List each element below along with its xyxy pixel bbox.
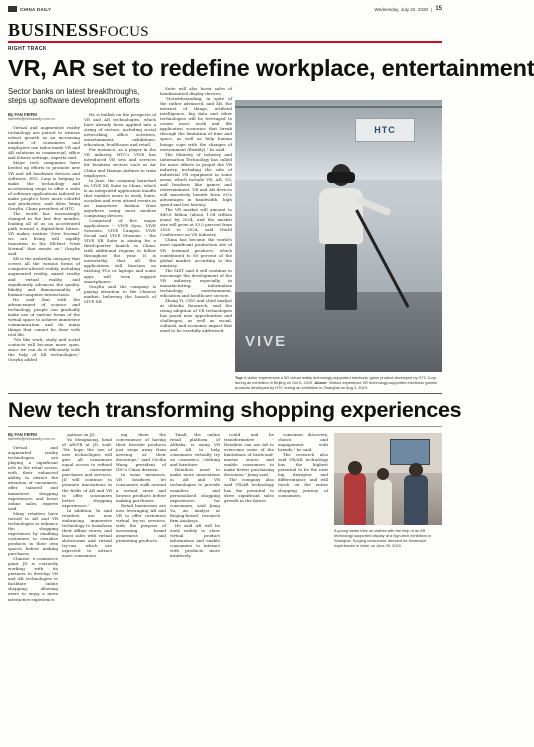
article2-column-3 bbox=[116, 432, 166, 742]
page-number: 15 bbox=[435, 6, 442, 12]
paragraph: Virtual and augmented reality technologies are playing a significant role in the retail sector, with their enhanced ability to attract the attention of consumers, offer tailored and immersive shopping experiences and boost online sales, experts said. bbox=[8, 445, 58, 511]
masthead-right: Wednesday, July 22, 2020 | 15 bbox=[374, 6, 442, 12]
article2-email: fanfeifei@chinadaily.com.cn bbox=[8, 437, 56, 442]
paragraph: Yu Mengxiong, head of AR/VR at JD, said: "We hope the use of new technologies will give all consumers equal access to refined and convenient purchases and services. JD will continue to promote innovations in the fields of AR and VR to offer consumers better shopping experiences." bbox=[62, 437, 112, 508]
paragraph: In addition, Yu said retailers are now embracing immersive technology to transform their offline stores, and boost sales with virtual showrooms and virtual try-ons, which are expected to attract more consumers. bbox=[62, 507, 112, 559]
date-line: Wednesday, July 22, 2020 bbox=[374, 6, 429, 12]
vr-hockey-photo bbox=[235, 100, 442, 372]
paragraph: Comprised of five major applications -- VIVE Sync, VIVE Sessions, VIVE Campus, VIVE Social and VIVE Museum -- the VIVE XR Suite is aiming for a third-quarter launch in China, with additional regions to follow throughout the year. It is noteworthy that all the applications will function on existing PCs or laptops and some apps will even support smartphones. bbox=[84, 217, 156, 284]
article2-column-2 bbox=[62, 432, 112, 742]
article2-column-5 bbox=[224, 432, 274, 742]
paper-name: CHINA DAILY bbox=[20, 6, 52, 12]
article-headline: VR, AR set to redefine workplace, entertainment bbox=[8, 55, 534, 81]
paragraph: Retail businesses are now leveraging AR and VR to offer customers virtual try-on services, with the purpose of increasing brand awareness and promoting products. bbox=[116, 502, 166, 543]
paragraph: Virtual and augmented reality technology are poised to witness robust growth as an increasing number of consumers and employees use tailor-made VR and AR solutions in commercial, office and leisure settings, experts said. bbox=[8, 125, 80, 161]
article1-column-3 bbox=[160, 86, 232, 390]
article2-photo-caption: A young visitor tries on clothes with the help of an AR technology-supported display at a high-tech exhibition in Shanghai. Surging consumers' demand for immersive experiences in retail, on June 20, 2019. bbox=[334, 528, 431, 548]
article1-column-2 bbox=[84, 112, 156, 390]
article2-byline: By FAN FEIFEI bbox=[8, 432, 38, 437]
paragraph: The MIIT said it will continue to encourage the development of the VR industry, especially in manufacturing, information technology, entertainment, education and healthcare sectors. bbox=[160, 267, 232, 298]
paragraph: XR is the umbrella category that covers all the various forms of computer-altered reality, including augmented reality, mixed reality and virtual reality, and significantly advances the quality, fidelity and dimensionality of human-computer interactions. bbox=[8, 256, 80, 297]
paper-logo bbox=[8, 6, 17, 12]
paragraph: Chinese e-commerce giant JD is currently working with its partners to develop VR and AR technologies to facilitate online shopping, allowing users to enjoy a more interactive experience. bbox=[8, 556, 58, 602]
vr-user-figure bbox=[313, 164, 369, 314]
paragraph: The company also said VR/AR technology has the potential to drive significant sales growth in the future. bbox=[224, 477, 274, 503]
article2-column-4 bbox=[170, 432, 220, 742]
byline: By FAN FEIFEI bbox=[8, 112, 38, 117]
paragraph: Retailers need to make more innovations in AR and VR technologies to provide seamless and personalized shopping experiences for consumers, said Jiang Yu, an analyst at Beijing-based research firm Analysys. bbox=[170, 467, 220, 523]
paragraph: Major tech companies have beefed up efforts to promote new VR and AR hardware devices and software. HTC Corp is helping to make the technology and accelerating steps to offer a suite of software applications tailored to make people's lives more colorful and productive, said Alvin Wang Graylin, China president of HTC. bbox=[8, 160, 80, 211]
paragraph: In some instances, VR headsets let consumers walk around a virtual store and browse products before making purchases. bbox=[116, 472, 166, 503]
ar-display-screen bbox=[390, 439, 430, 465]
paragraph: Graylin said the company is paying attention to the Chinese market, believing the launch of VIVE XR bbox=[84, 283, 156, 304]
article2-headline: New tech transforming shopping experiences bbox=[8, 398, 462, 422]
paragraph: Many retailers have turned to AR and VR technologies to enhance the shopping experience by enabling customers to visualize products in their own spaces before making purchases. bbox=[8, 510, 58, 557]
paragraph: Tmall, the online retail platform of Alibaba, is using VR and AR to help consumers virtually try on cosmetics, clothing and furniture. bbox=[170, 432, 220, 468]
paragraph: China has become the world's most significant production site of VR terminal products, which contributed to 80 percent of the global market, according to the ministry. bbox=[160, 237, 232, 268]
paragraph: ing them the convenience of having their favorite products just steps away from arriving at their doorsteps," said Cecilia Wang, president of IDC's China division. bbox=[116, 432, 166, 473]
paragraph: The world has increasingly changed in the last five months, leading all of us on accelerated path toward a digital-first future. VR makes routine 'New Normal' we are living will rapidly transition to the XR-first 'Next Normal' that awaits us," Graylin said. bbox=[8, 210, 80, 257]
paragraph: He said AR will be used widely to show virtual product information and enable consumers to interact with products more intuitively. bbox=[170, 522, 220, 559]
page-header bbox=[8, 4, 442, 14]
paragraph: consumer discovery, choice, and engagement with brands," he said. bbox=[278, 432, 328, 453]
article1-column-1 bbox=[8, 112, 80, 390]
section-title: BUSINESSFOCUS bbox=[8, 20, 149, 40]
photo-caption: Top: A visitor experiences a 5G virtual reality technology-supported electronic game product developed by HTC Corp during an exhibition in Beijing on Oct 5, 2019. Above: Visitors experience VR technology-supported electronic games products developed by HTC during an exhibition in Shanghai on Aug 2, 2019. bbox=[235, 375, 437, 390]
paragraph: "We like work, study and social contacts will become more open, since we can do it efficiently with the help of XR technologies," Graylin added. bbox=[8, 337, 80, 363]
paragraph: He is bullish on the prospects of VR and AR technologies, which have already been applied into a string of sectors, including social networking, office activities, entertainment, exhibitions, education, healthcare and retail. bbox=[84, 112, 156, 148]
paragraph: He said that with the advancement of science and technology, people can gradually make use of various forms of the virtual space to achieve immersive communication and do many things that cannot be done with real life. bbox=[8, 296, 80, 338]
article2-column-1 bbox=[8, 432, 58, 742]
paragraph: The VR market will amount to $49.6 billion (about 1.04 trillion yuan) by 2024, and the market size will grow at 53.5 percent from 2020 to 2024, said World Conference on VR Industry. bbox=[160, 207, 232, 238]
paragraph: For instance, as a player in the VR industry, HTC's VIVE has introduced VR sets and services for business sectors such as Air China and Hainan Airlines to train employees. bbox=[84, 147, 156, 178]
paragraph: Suite will also boost sales of headmounted display devices. bbox=[160, 86, 232, 97]
article-divider bbox=[8, 393, 442, 394]
paragraph: Zhang Yi, CEO and chief analyst at iiMedia Research, said the rising adoption of VR technologies has posed new opportunities and challenges, as well as social, cultural, and economic impact that need to be carefully addressed. bbox=[160, 297, 232, 334]
masthead-left bbox=[8, 6, 51, 12]
vive-floor-logo: VIVE bbox=[245, 333, 288, 350]
article-deck: Sector banks on latest breakthroughs, steps up software development efforts bbox=[8, 87, 140, 106]
paragraph: options on JD. bbox=[67, 432, 96, 437]
paragraph: The research also said VR/AR technology has the highest potential to be the next big disruptor and differentiator, and will touch on the entire shopping journey of consumers. bbox=[278, 452, 328, 498]
paragraph: could and be transformative - Retailers can use AR to overcome some of the limitations of brick-and-mortar stores and enable consumers to make better purchasing decisions," Jiang said. bbox=[224, 432, 274, 478]
paragraph: "Notwithstanding, in spite of the rather advanced, and XR, the internet of things, artificial intelligence, big data and other technologies will be leveraged to create more work and life application scenarios that break through the limitation of time and space, as well as help human beings cope with the changes of environment (flexibly)," he said. bbox=[160, 96, 232, 152]
vr-headset-icon bbox=[327, 172, 355, 183]
section-rule bbox=[8, 41, 442, 43]
author-email: fanfeifei@chinadaily.com.cn bbox=[8, 117, 56, 122]
article2-column-6 bbox=[278, 432, 328, 742]
ar-fitting-photo bbox=[334, 433, 442, 525]
paragraph: In June, the company launched its VIVE XR Suite in China, which is an integrated application bundle that enables users to work, learn, socialize and even attend events in an immersive fashion from anywhere using most modern computing devices. bbox=[84, 177, 156, 218]
article-kicker: RIGHT TRACK bbox=[8, 46, 47, 52]
paragraph: The Ministry of Industry and Information Technology has called for more efforts to propel the VR industry, including the sale of industrial VR equipment in some areas, which include VR, AR, 5G, and headsets like games and entertainment. VR and AR devices will massively benefit from 5G's advantages in bandwidth, high speed and low latency. bbox=[160, 151, 232, 208]
photo-banner: HTC bbox=[355, 118, 415, 142]
